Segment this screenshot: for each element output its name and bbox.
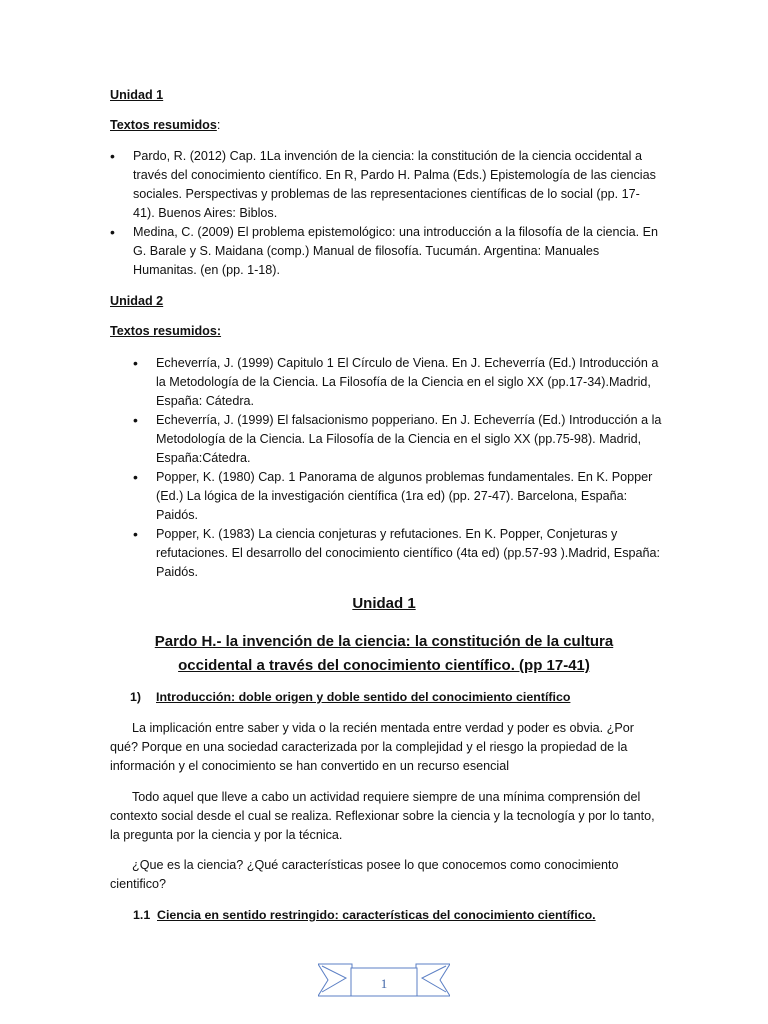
- page-number: 1: [380, 976, 388, 991]
- unit1-texts-label: [110, 116, 220, 135]
- page-number-ribbon: [318, 962, 450, 1002]
- heading-text: Introducción: doble origen y doble sentido del conocimiento científico: [156, 690, 571, 704]
- unit1-reference-list: [110, 147, 663, 280]
- heading-ciencia-sentido-restringido: [133, 906, 596, 925]
- bullet-icon: •: [133, 412, 138, 428]
- paragraph-1: La implicación entre saber y vida o la recién mentada entre verdad y poder es obvia. ¿Por qué? Porque en una sociedad caracterizada por la complejidad y el riesgo la propiedad de la información y el conocimiento se han convertido en un recurso esencial: [110, 721, 634, 773]
- reference-text: Echeverría, J. (1999) El falsacionismo popperiano. En J. Echeverría (Ed.) Introducción a la Metodología de la Ciencia. La Filosofía de la Ciencia en el siglo XX (pp.75-98). Madrid, España:Cátedra.: [156, 413, 662, 465]
- heading-number: 1): [130, 690, 142, 704]
- bullet-icon: •: [133, 526, 138, 542]
- paragraph-2: Todo aquel que lleve a cabo un actividad requiere siempre de una mínima comprensión del contexto social desde el cual se realiza. Reflexionar sobre la ciencia y la tecnología y por lo tanto, la pregunta por la ciencia y por la técnica.: [110, 790, 655, 842]
- unit1-texts-label-text: Textos resumidos: [110, 118, 217, 132]
- reference-text: Popper, K. (1980) Cap. 1 Panorama de algunos problemas fundamentales. En K. Popper (Ed.) La lógica de la investigación científica (1ra ed) (pp. 27-47). Barcelona, España: Paidós.: [156, 470, 653, 522]
- bullet-icon: •: [110, 224, 115, 240]
- paragraph-3: ¿Que es la ciencia? ¿Qué características posee lo que conocemos como conocimiento cientifico?: [110, 858, 619, 891]
- unit2-reference-list: [133, 354, 664, 582]
- list-item: [133, 468, 664, 525]
- list-item: [133, 354, 664, 411]
- list-item: [110, 147, 663, 223]
- heading-text: Ciencia en sentido restringido: características del conocimiento científico.: [157, 908, 596, 922]
- heading-number: 1.1: [133, 908, 151, 922]
- unit2-texts-label: Textos resumidos:: [110, 324, 222, 338]
- heading-introduccion: [130, 688, 570, 707]
- reference-text: Echeverría, J. (1999) Capitulo 1 El Círculo de Viena. En J. Echeverría (Ed.) Introducción a la Metodología de la Ciencia. La Filosofía de la Ciencia en el siglo XX (pp.17-34).Madrid, España: Cátedra.: [156, 356, 659, 408]
- bullet-icon: •: [133, 355, 138, 371]
- list-item: [110, 223, 663, 280]
- bullet-icon: •: [110, 148, 115, 164]
- section-subtitle-line2: occidental a través del conocimiento científico. (pp 17-41): [178, 657, 590, 674]
- unit1-label: Unidad 1: [110, 88, 164, 102]
- list-item: [133, 525, 664, 582]
- section-title: Unidad 1: [352, 595, 416, 612]
- colon: :: [216, 118, 221, 132]
- reference-text: Medina, C. (2009) El problema epistemológico: una introducción a la filosofía de la ciencia. En G. Barale y S. Maidana (comp.) Manual de filosofía. Tucumán. Argentina: Manuales Humanitas. (en (pp. 1-18).: [133, 225, 659, 277]
- list-item: [133, 411, 664, 468]
- reference-text: Pardo, R. (2012) Cap. 1La invención de la ciencia: la constitución de la ciencia occidental a través del conocimiento científico. En R, Pardo H. Palma (Eds.) Epistemología de las ciencias sociales. Perspectivas y problemas de las representaciones científicas de lo social (pp. 17- 41). Buenos Aires: Biblos.: [133, 149, 656, 220]
- section-subtitle-line1: Pardo H.- la invención de la ciencia: la constitución de la cultura: [154, 633, 614, 650]
- unit2-label: Unidad 2: [110, 294, 164, 308]
- reference-text: Popper, K. (1983) La ciencia conjeturas y refutaciones. En K. Popper, Conjeturas y refutaciones. El desarrollo del conocimiento científico (4ta ed) (pp.57-93 ).Madrid, España: Paidós.: [156, 527, 661, 579]
- bullet-icon: •: [133, 469, 138, 485]
